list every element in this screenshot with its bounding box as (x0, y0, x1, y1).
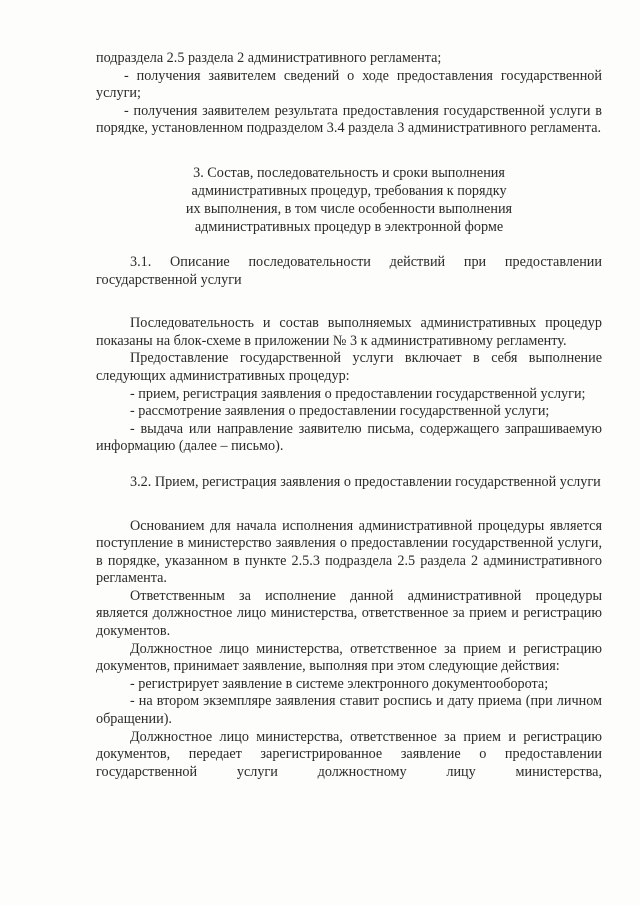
paragraph: - регистрирует заявление в системе электронного документооборота; (130, 675, 549, 692)
subsection-heading: 3.1. Описание последовательности действий при предоставлении государственной услуги (96, 253, 602, 288)
paragraph: подраздела 2.5 раздела 2 административного регламента; (96, 50, 442, 66)
subsection-heading: 3.2. Прием, регистрация заявления о предоставлении государственной услуги (130, 473, 601, 490)
heading-line: административных процедур в электронной форме (194, 218, 504, 235)
paragraph: - рассмотрение заявления о предоставлении государственной услуги; (130, 403, 550, 420)
paragraph: - прием, регистрация заявления о предоставлении государственной услуги; (130, 385, 586, 402)
paragraph: - получения заявителем результата предоставления государственной услуги в порядке, установленном подразделом 3.4 раздела 3 административного регламента. (96, 102, 602, 137)
heading-line: административных процедур, требования к порядку (191, 182, 507, 199)
paragraph: - на втором экземпляре заявления ставит роспись и дату приема (при личном обращении). (96, 693, 602, 728)
paragraph: Должностное лицо министерства, ответственное за прием и регистрацию документов, принимает заявление, выполняя при этом следующие действия: (96, 640, 602, 675)
paragraph: - выдача или направление заявителю письма, содержащего запрашиваемую информацию (далее – письмо). (96, 420, 602, 455)
heading-line: 3. Состав, последовательность и сроки выполнения (193, 164, 505, 181)
paragraph: Предоставление государственной услуги включает в себя выполнение следующих административных процедур: (96, 350, 602, 384)
paragraph: Основанием для начала исполнения административной процедуры является поступление в министерство заявления о предоставлении государственной услуги, в порядке, указанном в пункте 2.5.3 подраздела 2.5 раздела 2 административного регламента. (96, 517, 602, 587)
paragraph: Последовательность и состав выполняемых административных процедур показаны на блок-схеме в приложении № 3 к административному регламенту. (96, 315, 602, 349)
heading-line: их выполнения, в том числе особенности выполнения (185, 200, 513, 217)
paragraph: Должностное лицо министерства, ответственное за прием и регистрацию документов, передает зарегистрированное заявление о предоставлении государственной услуги должностному лицу министерства, (96, 728, 602, 780)
section-heading (139, 164, 559, 236)
paragraph: Ответственным за исполнение данной административной процедуры является должностное лицо министерства, ответственное за прием и регистрацию документов. (96, 587, 602, 640)
paragraph: - получения заявителем сведений о ходе предоставления государственной услуги; (96, 67, 602, 102)
